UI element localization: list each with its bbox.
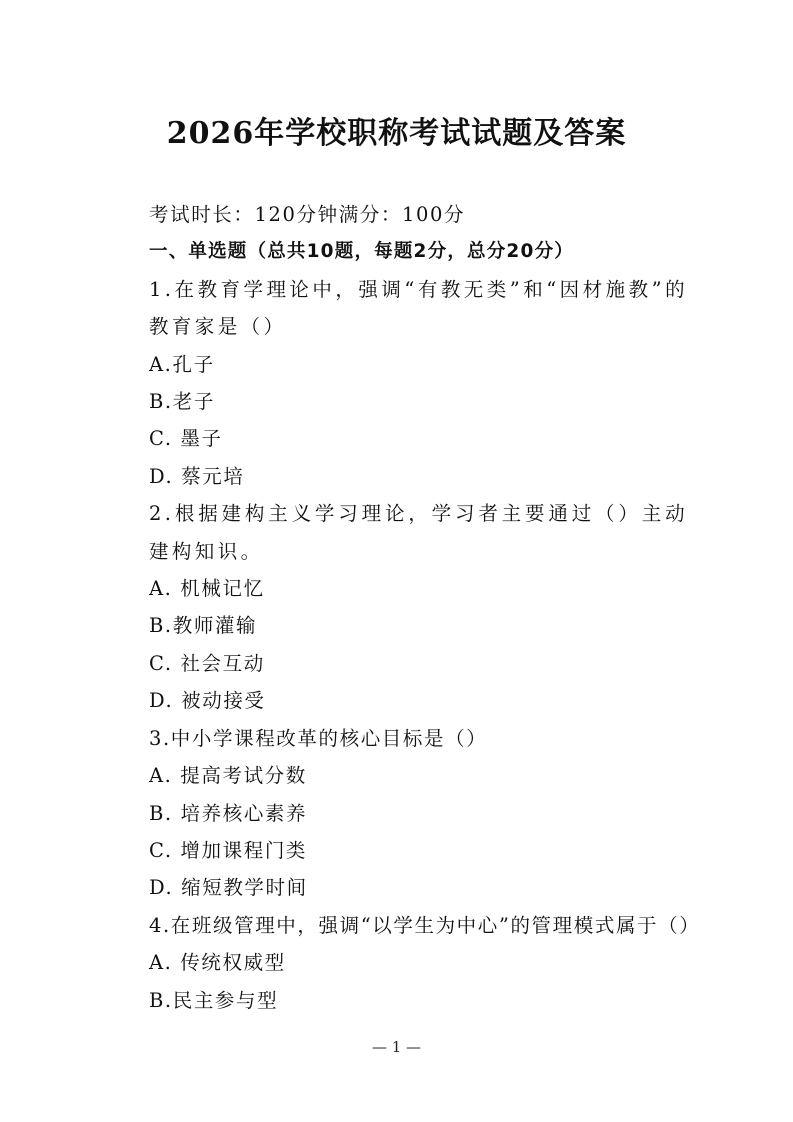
question-2-option-c: C. 社会互动 <box>149 651 265 675</box>
question-3: 3.中小学课程改革的核心目标是（） <box>149 726 488 750</box>
document-body <box>108 196 701 1019</box>
question-3-option-d: D. 缩短教学时间 <box>149 876 308 900</box>
question-2-option-a: A. 机械记忆 <box>149 577 265 601</box>
question-4-option-a: A. 传统权威型 <box>149 951 286 975</box>
question-2-option-d: D. 被动接受 <box>149 689 266 713</box>
question-1-option-a: A.孔子 <box>149 352 215 376</box>
question-4: 4.在班级管理中，强调“以学生为中心”的管理模式属于（） <box>149 913 701 937</box>
question-3-option-a: A. 提高考试分数 <box>149 764 307 788</box>
question-2: 2.根据建构主义学习理论，学习者主要通过（）主动建构知识。 <box>149 502 688 563</box>
question-1: 1.在教育学理论中，强调“有教无类”和“因材施教”的教育家是（） <box>149 277 688 339</box>
question-4-option-b: B.民主参与型 <box>149 988 279 1012</box>
question-3-option-c: C. 增加课程门类 <box>149 838 308 862</box>
exam-meta: 考试时长：120分钟满分：100分 <box>149 203 466 226</box>
page-number: — 1 — <box>371 1038 422 1056</box>
question-3-option-b: B. 培养核心素养 <box>149 801 308 825</box>
section-heading: 一、单选题（总共10题，每题2分，总分20分） <box>149 241 574 263</box>
question-2-option-b: B.教师灌输 <box>149 614 258 638</box>
question-1-option-b: B.老子 <box>149 390 215 414</box>
document-title: 2026年学校职称考试试题及答案 <box>166 116 627 151</box>
question-1-option-d: D. 蔡元培 <box>149 464 245 488</box>
question-1-option-c: C. 墨子 <box>149 427 223 451</box>
